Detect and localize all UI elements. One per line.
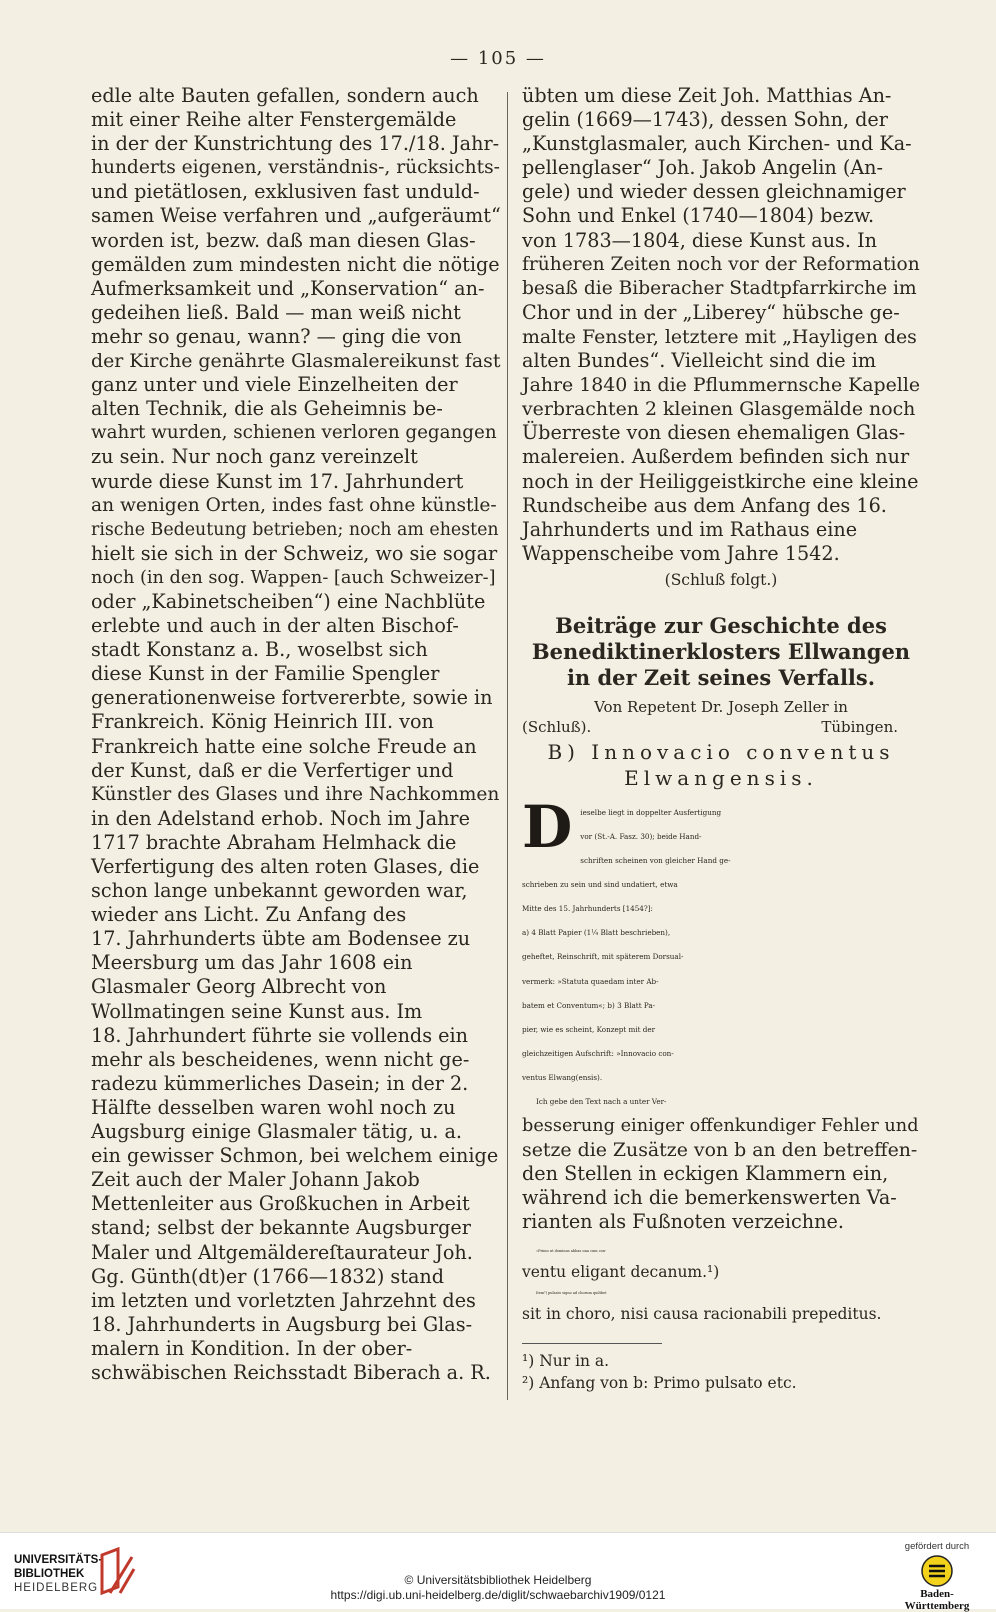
copyright-text: © Universitätsbibliothek Heidelberg [404,1573,592,1587]
text-line: geheftet, Reinschrift, mit späterem Dorsual- [522,952,684,962]
drop-cap: D [522,792,573,861]
text-line: 1717 brachte Abraham Helmhack die [91,830,457,854]
text-line: diese Kunst in der Familie Spengler [91,662,440,686]
text-line: im letzten und vorletzten Jahrzehnt des [91,1288,476,1312]
footnotes [522,1350,920,1394]
paragraph-2 [522,1090,920,1235]
text-line: verbrachten 2 kleinen Glasgemälde noch [522,398,916,421]
text-line: Sohn und Enkel (1740—1804) bezw. [522,204,875,228]
text-line: „Kunstglasmaler, auch Kirchen- und Ka- [522,132,912,156]
text-line: mit einer Reihe alter Fenstergemälde [91,108,457,132]
text-line: 17. Jahrhunderts übte am Bodensee zu [91,927,471,951]
text-line: rische Bedeutung betrieben; noch am ehesten [91,519,499,540]
text-line: gemälden zum mindesten nicht die nötige [91,252,500,276]
text-line: Frankreich hatte eine solche Freude an [91,734,477,758]
text-line: 18. Jahrhunderts in Augsburg bei Glas- [91,1312,473,1336]
text-line: wurde diese Kunst im 17. Jahrhundert [91,469,464,493]
article-title-line: in der Zeit seines Verfalls. [566,664,876,690]
right-column [522,84,920,1394]
text-line: vermerk: »Statuta quaedam inter Ab- [522,976,659,986]
permalink[interactable]: https://digi.ub.uni-heidelberg.de/diglit/schwaebarchiv1909/0121 [330,1588,666,1602]
text-line: Verfertigung des alten roten Glases, die [91,855,480,878]
section-heading-line: Elwangensis. [624,765,818,790]
latin-line: »Primo ut dominus abbas una cum con- [536,1248,607,1253]
text-line: malte Fenster, letztere mit „Hayligen des [522,325,917,348]
text-line: Künstler des Glases und ihre Nachkommen [91,783,500,805]
footnote-rule [522,1343,662,1344]
text-line: alten Bundes“. Vielleicht sind die im [522,349,877,373]
text-line: schrieben zu sein und sind undatiert, etwa [522,880,678,890]
text-line: a) 4 Blatt Papier (1¼ Blatt beschrieben), [522,928,671,938]
library-name-line: UNIVERSITÄTS- [14,1554,103,1566]
footnote: ²) Anfang von b: Primo pulsato etc. [522,1373,797,1392]
text-line: von 1783—1804, diese Kunst aus. In [522,228,878,252]
text-line: schwäbischen Reichsstadt Biberach a. R. [91,1360,491,1384]
text-line: ein gewisser Schmon, bei welchem einige [91,1144,499,1168]
library-name-line: HEIDELBERG [14,1582,99,1594]
text-line: hunderts eigenen, verständnis-, rücksichts- [91,157,500,179]
text-line: rianten als Fußnoten verzeichne. [522,1210,844,1234]
text-line: 18. Jahrhundert führte sie vollends ein [91,1023,469,1047]
text-line: oder „Kabinetscheiben“) eine Nachblüte [91,589,486,613]
text-line: mehr so genau, wann? — ging die von [91,324,462,348]
text-line: worden ist, bezw. daß man diesen Glas- [91,228,476,252]
text-line: Ich gebe den Text nach a unter Ver- [536,1097,667,1106]
text-line: besaß die Biberacher Stadtpfarrkirche im [522,277,917,299]
text-line: Hälfte desselben waren wohl noch zu [91,1095,456,1119]
text-line: alten Technik, die als Geheimnis be- [91,397,443,421]
text-line: während ich die bemerkenswerten Va- [522,1186,897,1210]
paragraph-1 [522,792,920,1090]
text-line: wahrt wurden, schienen verloren gegangen [91,422,497,444]
article-title-line: Beiträge zur Geschichte des [555,612,887,638]
latin-line: sit in choro, nisi causa racionabili prepeditus. [522,1304,882,1323]
footnote: ¹) Nur in a. [522,1351,610,1370]
text-line: an wenigen Orten, indes fast ohne künstle- [91,494,497,516]
text-line: mehr als bescheidenes, wenn nicht ge- [91,1047,470,1071]
state-name: Baden-Württemberg [904,1588,970,1612]
text-line: malern in Kondition. In der ober- [91,1336,413,1360]
text-line: früheren Zeiten noch vor der Reformation [522,253,920,275]
text-line: Aufmerksamkeit und „Konservation“ an- [91,276,485,300]
text-line: malereien. Außerdem befinden sich nur [522,445,910,469]
text-line: Gg. Günth(dt)er (1766—1832) stand [91,1264,445,1288]
text-line: samen Weise verfahren und „aufgeräumt“ [91,204,501,228]
text-line: pellenglaser“ Joh. Jakob Angelin (An- [522,156,884,180]
text-line: schon lange unbekannt geworden war, [91,879,468,903]
text-line: gedeihen ließ. Bald — man weiß nicht [91,300,461,324]
text-line: in den Adelstand erhob. Noch im Jahre [91,806,470,830]
byline-conclusion: (Schluß). [522,717,592,736]
text-line: Chor und in der „Liberey“ hübsche ge- [522,300,900,324]
text-line: gele) und wieder dessen gleichnamiger [522,180,906,204]
text-line: übten um diese Zeit Joh. Matthias An- [522,84,892,107]
column-divider [507,92,508,1400]
text-line: Wollmatingen seine Kunst aus. Im [91,999,423,1023]
text-line: Jahrhunderts und im Rathaus eine [522,517,858,541]
text-line: besserung einiger offenkundiger Fehler und [522,1116,919,1137]
article-title [522,613,920,691]
text-line: den Stellen in eckigen Klammern ein, [522,1162,889,1186]
continued-note: (Schluß folgt.) [664,570,778,589]
text-line: Wappenscheibe vom Jahre 1542. [522,541,840,565]
state-coat-of-arms-icon [920,1554,954,1588]
text-line: der Kirche genährte Glasmalereikunst fast [91,350,501,373]
text-line: Meersburg um das Jahr 1608 ein [91,951,413,975]
text-line: setze die Zusätze von b an den betreffen- [522,1139,918,1162]
text-line: und pietätlosen, exklusiven fast unduld- [91,180,480,204]
article-byline [522,697,920,737]
text-line: Mettenleiter aus Großkuchen in Arbeit [91,1192,470,1216]
text-line: radezu kümmerliches Dasein; in der 2. [91,1071,469,1095]
latin-line: ventu eligant decanum.¹) [522,1262,720,1281]
text-line: gelin (1669—1743), dessen Sohn, der [522,108,888,132]
text-line: Zeit auch der Maler Johann Jakob [91,1168,420,1192]
copyright-block [0,1573,996,1603]
text-line: der Kunst, daß er die Verfertiger und [91,758,454,782]
text-line: pier, wie es scheint, Konzept mit der [522,1024,656,1034]
text-line: Augsburg einige Glasmaler tätig, u. a. [91,1120,462,1144]
text-line: stand; selbst der bekannte Augsburger [91,1216,471,1240]
text-line: generationenweise fortvererbte, sowie in [91,686,493,710]
paragraph-1-text [522,792,920,1090]
text-line: gleichzeitigen Aufschrift: »Innovacio con- [522,1048,674,1058]
text-line: hielt sie sich in der Schweiz, wo sie sogar [91,541,498,565]
page-number: — 105 — [450,48,546,69]
footer-bar [0,1532,996,1612]
byline-place: Tübingen. [821,717,898,736]
latin-quote [522,1241,920,1325]
text-line: schriften scheinen von gleicher Hand ge- [580,856,731,866]
text-line: vor (St.-A. Fasz. 30); beide Hand- [580,831,702,841]
funded-by-text: gefördert durch [904,1541,970,1552]
latin-line: Item²) pulsato signo ad chorum quilibet [536,1290,607,1295]
section-heading-line: B) Innovacio conventus [547,739,895,764]
text-line: erlebte und auch in der alten Bischof- [91,614,459,638]
text-line: noch (in den sog. Wappen- [auch Schweizer-] [91,567,496,588]
funding-logo[interactable] [892,1541,982,1612]
section-heading [522,739,920,791]
text-line: in der der Kunstrichtung des 17./18. Jahr- [91,132,500,156]
text-line: batem et Conventum«; b) 3 Blatt Pa- [522,1000,656,1010]
right-column-text [522,84,920,566]
text-line: noch in der Heiliggeistkirche eine kleine [522,469,919,493]
text-line: ventus Elwang(ensis). [522,1072,603,1082]
text-line: Jahre 1840 in die Pflummernsche Kapelle [522,374,921,397]
text-line: Überreste von diesen ehemaligen Glas- [522,421,906,445]
text-line: Frankreich. König Heinrich III. von [91,710,434,734]
byline-author: Von Repetent Dr. Joseph Zeller in [594,697,848,716]
text-line: zu sein. Nur noch ganz vereinzelt [91,445,418,469]
text-line: ieselbe liegt in doppelter Ausfertigung [580,807,722,817]
text-line: Rundscheibe aus dem Anfang des 16. [522,493,887,517]
text-line: wieder ans Licht. Zu Anfang des [91,903,407,927]
text-line: ganz unter und viele Einzelheiten der [91,373,458,397]
library-name-line: BIBLIOTHEK [14,1568,85,1580]
left-column [91,84,501,1385]
text-line: Maler und Altgemäldereſtaurateur Joh. [91,1240,473,1264]
text-line: edle alte Bauten gefallen, sondern auch [91,84,479,107]
text-line: Mitte des 15. Jahrhunderts [1454?]: [522,904,653,914]
text-line: stadt Konstanz a. B., woselbst sich [91,638,428,662]
text-line: Glasmaler Georg Albrecht von [91,975,387,999]
article-title-line: Benediktinerklosters Ellwangen [531,638,911,664]
